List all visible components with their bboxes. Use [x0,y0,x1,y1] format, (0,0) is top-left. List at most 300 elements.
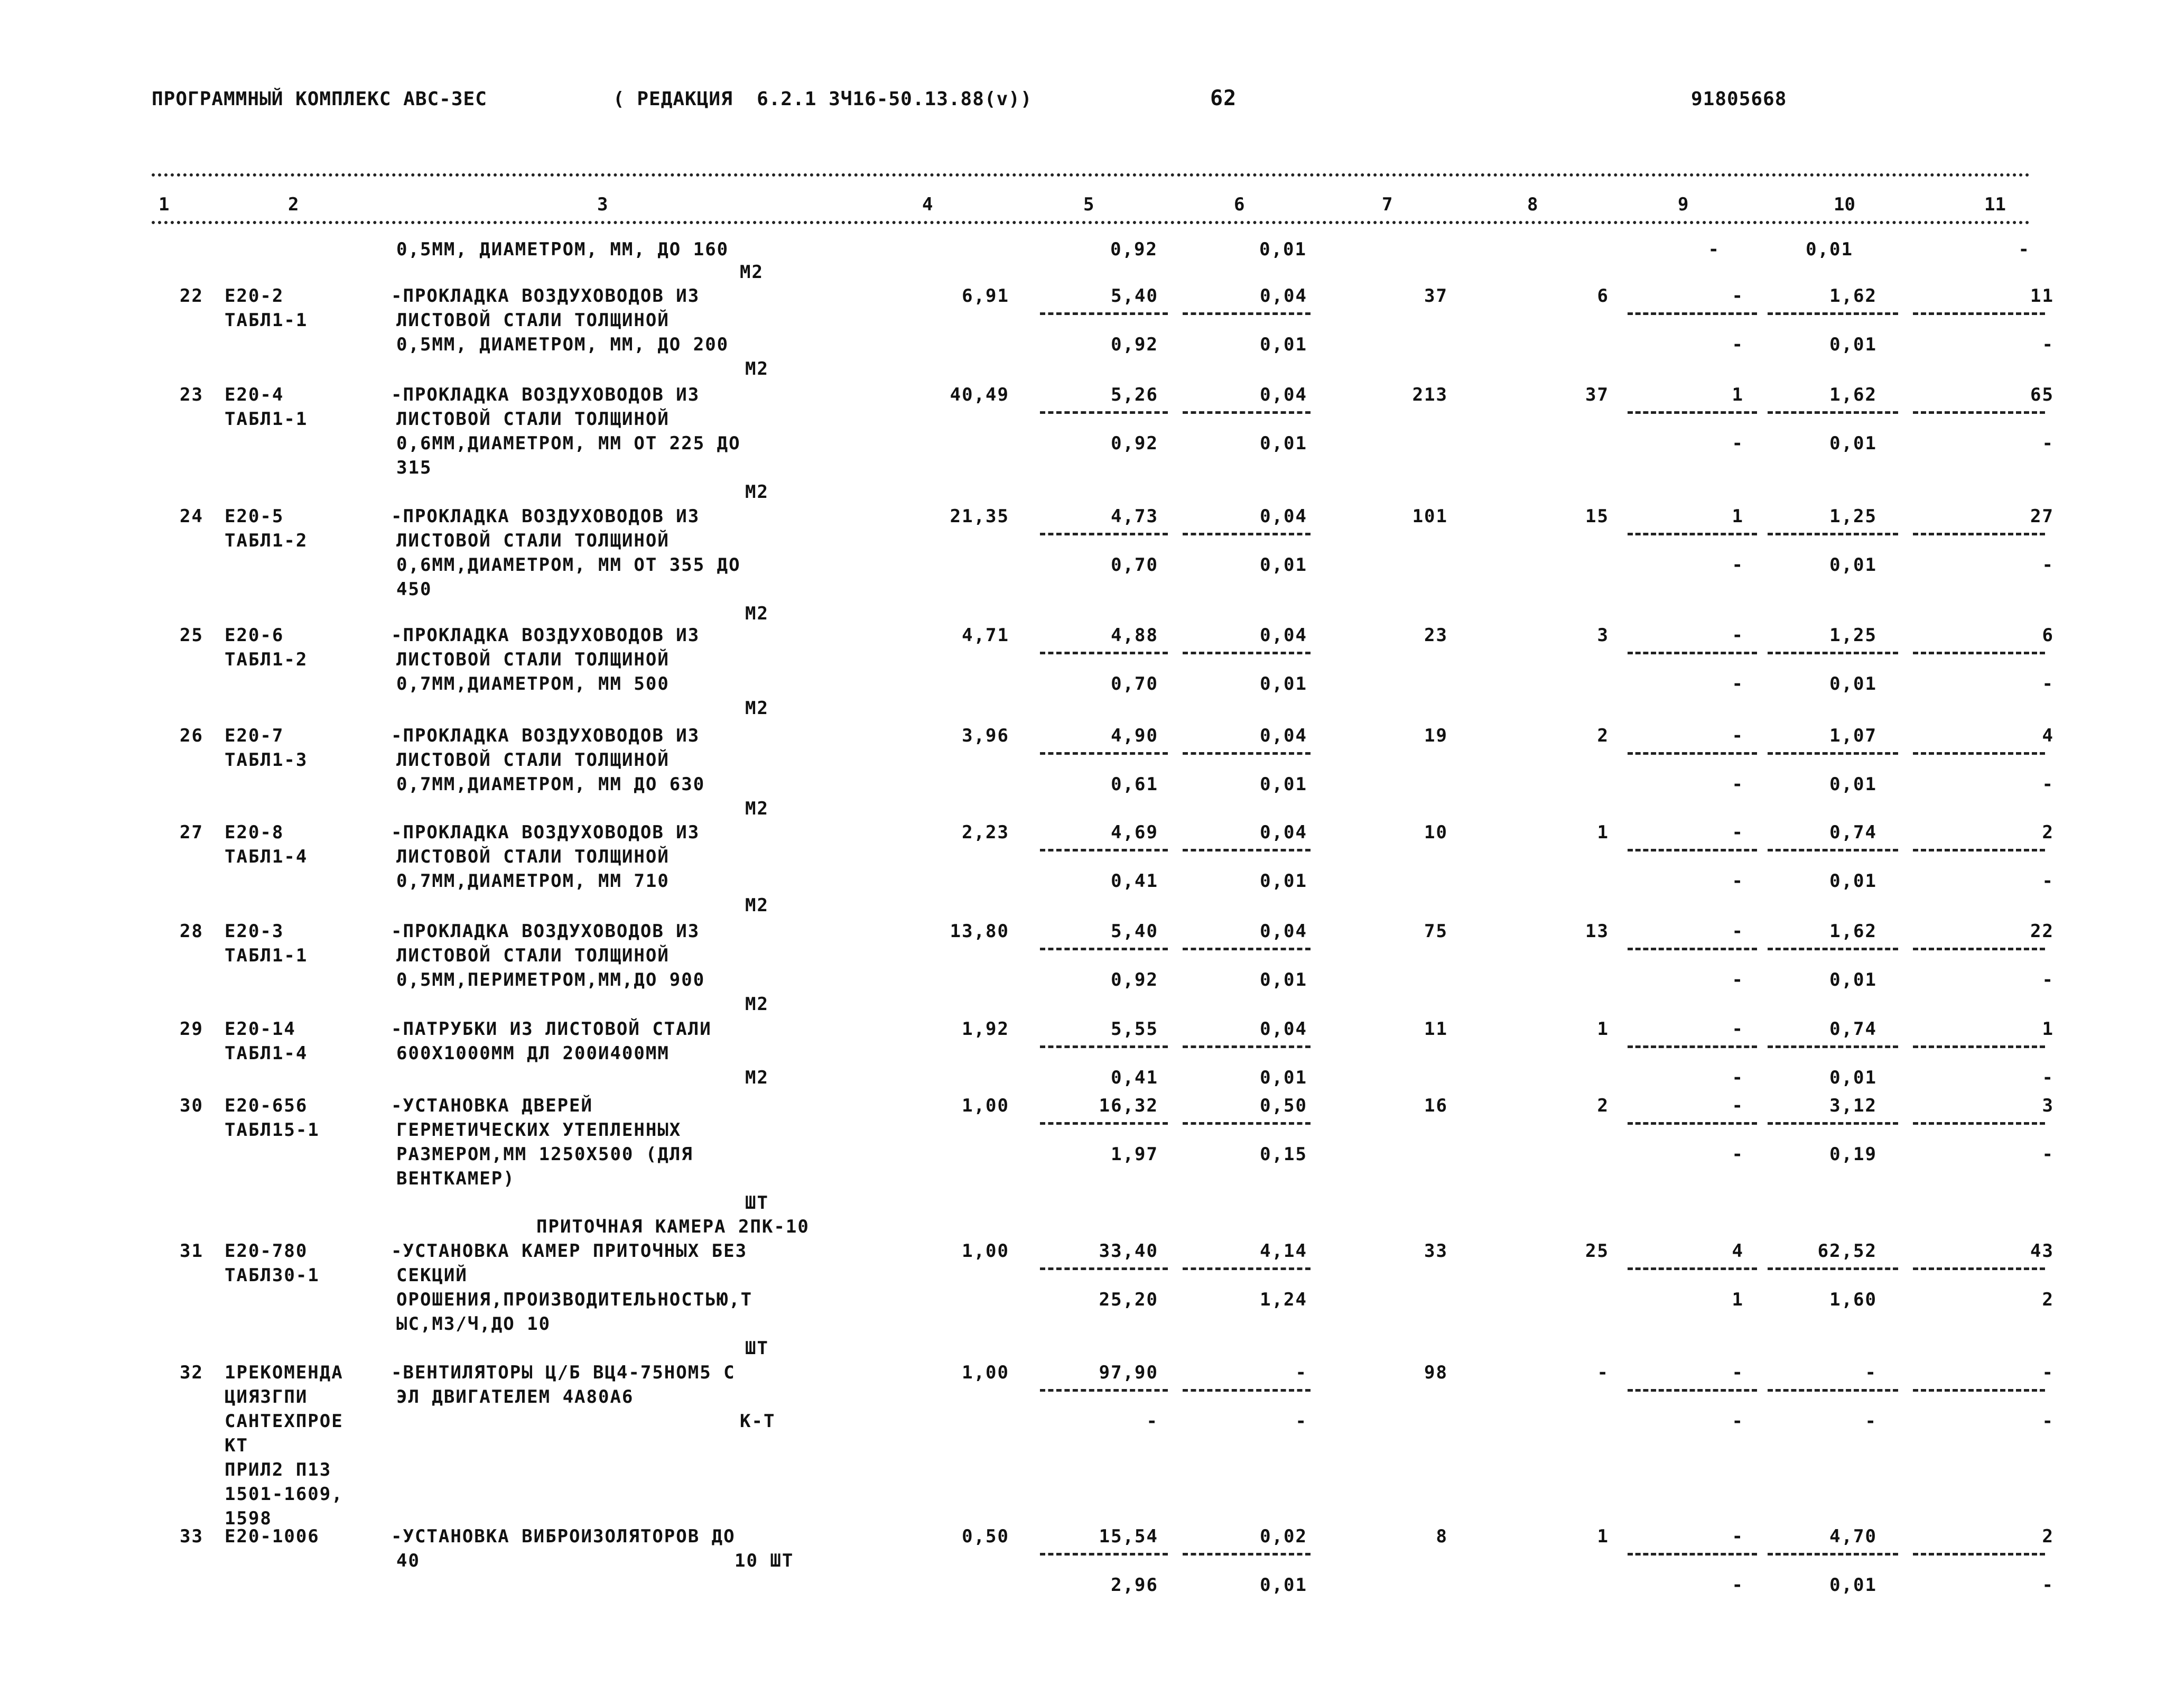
row-description-line: -ПРОКЛАДКА ВОЗДУХОВОДОВ ИЗ [391,384,700,405]
row-code: Е20-656 [225,1095,308,1116]
row-c11: 65 [2030,384,2054,405]
row-c6b: 0,01 [1260,673,1307,695]
row-description-line: СЕКЦИЙ [396,1265,468,1286]
row-separator [1628,1122,1757,1125]
row-description-line: 600Х1000ММ ДЛ 200И400ММ [396,1043,670,1064]
row-separator [1040,752,1168,755]
column-header-8: 8 [1527,194,1538,215]
row-c11b: - [2042,1067,2054,1088]
program-title: ПРОГРАММНЫЙ КОМПЛЕКС АВС-3ЕС [152,88,487,110]
column-header-5: 5 [1083,194,1094,215]
row-c8: 13 [1585,921,1609,942]
row-c11: 11 [2030,285,2054,307]
row-code: Е20-8 [225,822,284,843]
row-separator [1628,1045,1757,1048]
row-unit: ШТ [745,1338,769,1359]
row-c6: 0,02 [1260,1526,1307,1547]
row-c6: 0,04 [1260,625,1307,646]
row-c9b: 1 [1732,1289,1744,1310]
row-ref: ТАБЛ30-1 [225,1265,320,1286]
row-c7: 11 [1424,1019,1448,1040]
row-c6: 0,50 [1260,1095,1307,1116]
row-number: 31 [180,1240,203,1262]
row-c9b: - [1732,871,1744,892]
row-number: 29 [180,1019,203,1040]
column-header-11: 11 [1984,194,2006,215]
row-separator [1913,849,2045,851]
row-c5: 4,90 [1111,725,1158,746]
row-separator [1040,312,1168,315]
row-c7: 16 [1424,1095,1448,1116]
row-c4: 1,92 [962,1019,1009,1040]
row-separator [1628,1267,1757,1270]
row-c9: - [1732,625,1744,646]
row-separator [1768,1267,1898,1270]
row-c6b: 0,01 [1260,433,1307,454]
row-ref: ТАБЛ1-3 [225,749,308,771]
row-separator [1628,652,1757,654]
row-unit: 10 ШТ [735,1550,794,1571]
row-description-line: 0,5ММ,ПЕРИМЕТРОМ,ММ,ДО 900 [396,969,705,990]
row-c11b: - [2042,774,2054,795]
row-c10b: 0,01 [1829,871,1877,892]
row-c10b: 0,01 [1829,1575,1877,1596]
row-c8: 15 [1585,506,1609,527]
row-c6b: 0,01 [1260,774,1307,795]
row-ref-extra: 1598 [225,1508,272,1529]
row-c10: 1,07 [1829,725,1877,746]
row-description-line: 0,6ММ,ДИАМЕТРОМ, ММ ОТ 225 ДО [396,433,741,454]
row-c9b: - [1732,433,1744,454]
row-c9: 4 [1732,1240,1744,1262]
row-number: 28 [180,921,203,942]
row-separator [1913,752,2045,755]
row-code: Е20-6 [225,625,284,646]
row-c8: 3 [1597,625,1609,646]
row-unit: М2 [745,358,769,379]
column-header-1: 1 [159,194,170,215]
row-c4: 6,91 [962,285,1009,307]
row-c5: 5,40 [1111,285,1158,307]
row-ref: ТАБЛ1-1 [225,945,308,966]
row-c5: 97,90 [1099,1362,1158,1383]
row-c11b: - [2042,1144,2054,1165]
row-c5b: 0,41 [1111,1067,1158,1088]
row-c5: 4,88 [1111,625,1158,646]
row-description-line: РАЗМЕРОМ,ММ 1250Х500 (ДЛЯ [396,1144,693,1165]
row-c6: 0,04 [1260,1019,1307,1040]
row-c8: 6 [1597,285,1609,307]
row-c5: 33,40 [1099,1240,1158,1262]
row-code: Е20-4 [225,384,284,405]
row-c11: 43 [2030,1240,2054,1262]
row-code: Е20-3 [225,921,284,942]
row-code: Е20-14 [225,1019,296,1040]
row-c5b: - [1146,1411,1158,1432]
row-ref: ЦИЯЗГПИ [225,1386,308,1408]
row-separator [1183,1389,1311,1392]
row-c10b: 0,01 [1829,433,1877,454]
row-c6b: 1,24 [1260,1289,1307,1310]
tail-c5b: 0,92 [1110,239,1158,260]
row-c8: - [1597,1362,1609,1383]
row-description-line: 0,7ММ,ДИАМЕТРОМ, ММ 500 [396,673,670,695]
row-c4: 0,50 [962,1526,1009,1547]
row-separator [1183,1045,1311,1048]
row-number: 33 [180,1526,203,1547]
row-description-line: -ПРОКЛАДКА ВОЗДУХОВОДОВ ИЗ [391,725,700,746]
row-separator [1768,533,1898,535]
row-separator [1040,1553,1168,1556]
row-c9: 1 [1732,506,1744,527]
row-separator [1040,1045,1168,1048]
row-separator [1768,948,1898,950]
row-c10b: 0,19 [1829,1144,1877,1165]
document-number: 91805668 [1691,88,1787,110]
row-number: 26 [180,725,203,746]
row-c9b: - [1732,554,1744,576]
row-separator [1628,312,1757,315]
row-c11: 4 [2042,725,2054,746]
row-c9: - [1732,1095,1744,1116]
row-number: 22 [180,285,203,307]
row-c11b: - [2042,673,2054,695]
row-c5: 5,55 [1111,1019,1158,1040]
row-separator [1913,652,2045,654]
row-description-line: -УСТАНОВКА ВИБРОИЗОЛЯТОРОВ ДО [391,1526,736,1547]
row-separator [1628,948,1757,950]
row-c5b: 0,70 [1111,673,1158,695]
row-description-line: ЫС,М3/Ч,ДО 10 [396,1313,551,1335]
row-description-line: 450 [396,579,432,600]
row-c9b: - [1732,1067,1744,1088]
row-separator [1183,948,1311,950]
row-c9b: - [1732,1575,1744,1596]
row-separator [1628,411,1757,414]
column-header-3: 3 [597,194,608,215]
row-c9: - [1732,1526,1744,1547]
row-c6b: 0,01 [1260,1575,1307,1596]
row-c9b: - [1732,969,1744,990]
tail-c6b: 0,01 [1259,239,1307,260]
row-description-line: ЛИСТОВОЙ СТАЛИ ТОЛЩИНОЙ [396,846,670,867]
row-ref-extra: ПРИЛ2 П13 [225,1459,332,1480]
row-c11: 22 [2030,921,2054,942]
row-c11b: - [2042,433,2054,454]
row-ref: ТАБЛ1-1 [225,409,308,430]
row-separator [1183,1122,1311,1125]
row-c9b: - [1732,774,1744,795]
header-top-rule [152,173,2030,177]
row-c10: 0,74 [1829,1019,1877,1040]
row-separator [1768,1553,1898,1556]
row-separator [1183,652,1311,654]
row-code: 1РЕКОМЕНДА [225,1362,343,1383]
row-separator [1913,1553,2045,1556]
row-description-line: ЛИСТОВОЙ СТАЛИ ТОЛЩИНОЙ [396,749,670,771]
row-c11: 2 [2042,822,2054,843]
row-c9: - [1732,1019,1744,1040]
row-description-line: ОРОШЕНИЯ,ПРОИЗВОДИТЕЛЬНОСТЬЮ,Т [396,1289,753,1310]
row-number: 32 [180,1362,203,1383]
row-unit: М2 [745,482,769,503]
row-separator [1040,652,1168,654]
row-separator [1183,312,1311,315]
row-c10b: 0,01 [1829,969,1877,990]
row-description-line: -УСТАНОВКА КАМЕР ПРИТОЧНЫХ БЕЗ [391,1240,748,1262]
row-separator [1040,533,1168,535]
row-separator [1628,752,1757,755]
row-description-line: ЛИСТОВОЙ СТАЛИ ТОЛЩИНОЙ [396,649,670,670]
row-separator [1913,1267,2045,1270]
row-separator [1183,849,1311,851]
row-ref: ТАБЛ1-1 [225,310,308,331]
row-description-line: 0,7ММ,ДИАМЕТРОМ, ММ ДО 630 [396,774,705,795]
row-separator [1040,1267,1168,1270]
row-c9b: - [1732,1411,1744,1432]
row-c10b: 0,01 [1829,334,1877,355]
row-c8: 25 [1585,1240,1609,1262]
row-c5b: 0,61 [1111,774,1158,795]
row-c5b: 0,92 [1111,334,1158,355]
row-separator [1040,1389,1168,1392]
row-separator [1183,1553,1311,1556]
row-c7: 101 [1412,506,1448,527]
row-separator [1913,411,2045,414]
row-description-line: 40 [396,1550,420,1571]
row-description-line: -ВЕНТИЛЯТОРЫ Ц/Б ВЦ4-75НОМ5 С [391,1362,736,1383]
row-c10b: 0,01 [1829,774,1877,795]
row-c6b: 0,01 [1260,871,1307,892]
row-c10: - [1865,1362,1877,1383]
row-c6: 0,04 [1260,506,1307,527]
row-ref: ТАБЛ1-2 [225,649,308,670]
row-separator [1913,1045,2045,1048]
row-c5: 5,40 [1111,921,1158,942]
row-number: 30 [180,1095,203,1116]
row-description-line: 0,6ММ,ДИАМЕТРОМ, ММ ОТ 355 ДО [396,554,741,576]
row-c4: 2,23 [962,822,1009,843]
row-c11: 1 [2042,1019,2054,1040]
row-c7: 37 [1424,285,1448,307]
column-header-10: 10 [1834,194,1855,215]
row-description-line: 0,7ММ,ДИАМЕТРОМ, ММ 710 [396,871,670,892]
row-c10: 1,25 [1829,625,1877,646]
row-c4: 1,00 [962,1362,1009,1383]
tail-unit: М2 [740,262,764,283]
row-c9: - [1732,921,1744,942]
row-unit: М2 [745,603,769,624]
row-description-line: ВЕНТКАМЕР) [396,1168,515,1189]
row-c10b: 0,01 [1829,673,1877,695]
row-c8: 1 [1597,1526,1609,1547]
row-c6b: 0,15 [1260,1144,1307,1165]
row-separator [1183,752,1311,755]
row-separator [1768,312,1898,315]
row-description-line: -ПРОКЛАДКА ВОЗДУХОВОДОВ ИЗ [391,506,700,527]
row-c6: 0,04 [1260,725,1307,746]
row-ref: ТАБЛ1-4 [225,1043,308,1064]
row-c4: 13,80 [950,921,1009,942]
row-number: 24 [180,506,203,527]
row-separator [1913,1122,2045,1125]
row-c4: 1,00 [962,1240,1009,1262]
row-c7: 213 [1412,384,1448,405]
row-c7: 8 [1436,1526,1448,1547]
row-c10: 0,74 [1829,822,1877,843]
row-code: Е20-1006 [225,1526,320,1547]
row-c5b: 2,96 [1111,1575,1158,1596]
page-number: 62 [1210,86,1237,110]
row-c9: - [1732,822,1744,843]
row-c6: 0,04 [1260,285,1307,307]
row-c11b: - [2042,334,2054,355]
row-c7: 33 [1424,1240,1448,1262]
row-separator [1768,1389,1898,1392]
row-c9: 1 [1732,384,1744,405]
row-c8: 37 [1585,384,1609,405]
row-c10: 62,52 [1817,1240,1877,1262]
row-c10b: 0,01 [1829,1067,1877,1088]
row-c7: 98 [1424,1362,1448,1383]
row-c5b: 1,97 [1111,1144,1158,1165]
row-ref-extra: САНТЕХПРОЕ [225,1411,343,1432]
row-description-line: -УСТАНОВКА ДВЕРЕЙ [391,1095,593,1116]
row-description-line: ЛИСТОВОЙ СТАЛИ ТОЛЩИНОЙ [396,409,670,430]
row-number: 25 [180,625,203,646]
row-code: Е20-5 [225,506,284,527]
row-separator [1913,533,2045,535]
row-description-line: -ПАТРУБКИ ИЗ ЛИСТОВОЙ СТАЛИ [391,1019,712,1040]
row-c5b: 0,92 [1111,969,1158,990]
row-c5: 5,26 [1111,384,1158,405]
row-description-line: -ПРОКЛАДКА ВОЗДУХОВОДОВ ИЗ [391,625,700,646]
row-separator [1040,849,1168,851]
column-header-6: 6 [1234,194,1245,215]
row-c10b: - [1865,1411,1877,1432]
row-ref: ТАБЛ15-1 [225,1119,320,1141]
row-number: 27 [180,822,203,843]
row-c6b: 0,01 [1260,554,1307,576]
row-c7: 10 [1424,822,1448,843]
row-separator [1768,652,1898,654]
row-separator [1040,1122,1168,1125]
column-header-7: 7 [1382,194,1393,215]
tail-c10b: 0,01 [1806,239,1853,260]
row-c5: 15,54 [1099,1526,1158,1547]
row-unit: М2 [745,698,769,719]
row-separator [1768,752,1898,755]
row-c11b: - [2042,554,2054,576]
row-c4: 21,35 [950,506,1009,527]
row-c6: 0,04 [1260,384,1307,405]
row-separator [1913,948,2045,950]
row-unit: М2 [745,895,769,916]
row-unit: М2 [745,1067,769,1088]
row-c9: - [1732,1362,1744,1383]
column-header-4: 4 [922,194,933,215]
row-c10: 1,25 [1829,506,1877,527]
row-separator [1768,1122,1898,1125]
row-c9b: - [1732,334,1744,355]
tail-c11b: - [2018,239,2030,260]
row-c11: 2 [2042,1526,2054,1547]
row-c9: - [1732,725,1744,746]
row-separator [1628,533,1757,535]
row-c10b: 1,60 [1829,1289,1877,1310]
row-description-line: 315 [396,457,432,478]
row-c6: 4,14 [1260,1240,1307,1262]
row-c6b: - [1295,1411,1307,1432]
row-c6: 0,04 [1260,822,1307,843]
row-c6: 0,04 [1260,921,1307,942]
row-number: 23 [180,384,203,405]
row-c11: - [2042,1362,2054,1383]
row-separator [1183,533,1311,535]
row-description-line: ЭЛ ДВИГАТЕЛЕМ 4А80А6 [396,1386,634,1408]
row-c5b: 0,70 [1111,554,1158,576]
row-description-line: ЛИСТОВОЙ СТАЛИ ТОЛЩИНОЙ [396,530,670,551]
row-c8: 2 [1597,725,1609,746]
row-c9b: - [1732,673,1744,695]
row-c10: 1,62 [1829,384,1877,405]
row-description-line: -ПРОКЛАДКА ВОЗДУХОВОДОВ ИЗ [391,822,700,843]
row-c7: 19 [1424,725,1448,746]
row-code: Е20-780 [225,1240,308,1262]
row-unit: К-Т [740,1411,776,1432]
header-bottom-rule [152,221,2030,224]
row-separator [1768,411,1898,414]
row-c4: 4,71 [962,625,1009,646]
row-c6b: 0,01 [1260,334,1307,355]
row-unit: ШТ [745,1192,769,1214]
row-separator [1913,1389,2045,1392]
row-c8: 1 [1597,1019,1609,1040]
row-c6b: 0,01 [1260,969,1307,990]
row-c9: - [1732,285,1744,307]
row-separator [1628,1389,1757,1392]
row-c11: 6 [2042,625,2054,646]
row-c11b: - [2042,1575,2054,1596]
row-c5: 4,73 [1111,506,1158,527]
row-c6: - [1295,1362,1307,1383]
row-c9b: - [1732,1144,1744,1165]
row-separator [1628,849,1757,851]
row-c5: 4,69 [1111,822,1158,843]
row-c11: 27 [2030,506,2054,527]
row-separator [1183,1267,1311,1270]
row-code: Е20-2 [225,285,284,307]
row-c5: 16,32 [1099,1095,1158,1116]
row-c11: 3 [2042,1095,2054,1116]
row-description-line: -ПРОКЛАДКА ВОЗДУХОВОДОВ ИЗ [391,921,700,942]
tail-c9b: - [1708,239,1720,260]
row-separator [1768,849,1898,851]
row-c5b: 0,92 [1111,433,1158,454]
row-c11b: - [2042,1411,2054,1432]
row-ref: ТАБЛ1-2 [225,530,308,551]
row-c4: 40,49 [950,384,1009,405]
row-c8: 1 [1597,822,1609,843]
column-header-2: 2 [288,194,299,215]
row-c11b: - [2042,969,2054,990]
row-unit: М2 [745,798,769,819]
edition-label: ( РЕДАКЦИЯ 6.2.1 3Ч16-50.13.88(v)) [613,88,1033,110]
row-c10: 1,62 [1829,921,1877,942]
row-ref: ТАБЛ1-4 [225,846,308,867]
row-c11b: 2 [2042,1289,2054,1310]
row-description-line: ГЕРМЕТИЧЕСКИХ УТЕПЛЕННЫХ [396,1119,682,1141]
